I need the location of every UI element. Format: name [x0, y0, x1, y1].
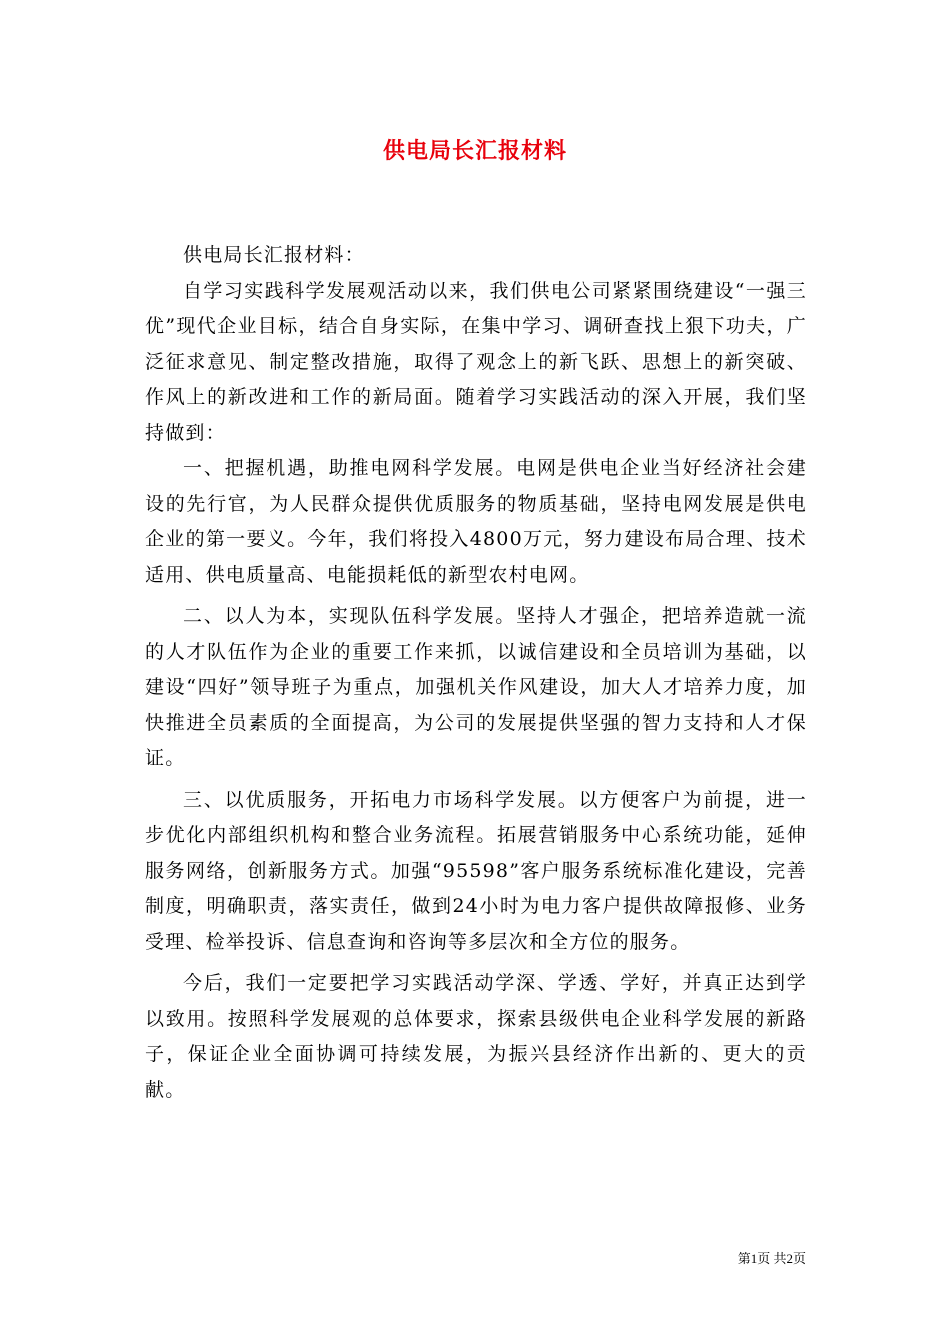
intro-paragraph: 自学习实践科学发展观活动以来，我们供电公司紧紧围绕建设“一强三优”现代企业目标，结合自身实际，在集中学习、调研查找上狠下功夫，广泛征求意见、制定整改措施，取得了观念上的新飞跃、思想上的新突破、作风上的新改进和工作的新局面。随着学习实践活动的深入开展，我们坚持做到： — [145, 279, 807, 444]
section-three-paragraph: 三、以优质服务，开拓电力市场科学发展。以方便客户为前提，进一步优化内部组织机构和整合业务流程。拓展营销服务中心系统功能，延伸服务网络，创新服务方式。加强“95598”客户服务系统标准化建设，完善制度，明确职责，落实责任，做到24小时为电力客户提供故障报修、业务受理、检举投诉、信息查询和咨询等多层次和全方位的服务。 — [145, 788, 807, 953]
section-one-paragraph: 一、把握机遇，助推电网科学发展。电网是供电企业当好经济社会建设的先行官，为人民群众提供优质服务的物质基础，坚持电网发展是供电企业的第一要义。今年，我们将投入4800万元，努力建设布局合理、技术适用、供电质量高、电能损耗低的新型农村电网。 — [145, 457, 807, 586]
section-two-paragraph: 二、以人为本，实现队伍科学发展。坚持人才强企，把培养造就一流的人才队伍作为企业的重要工作来抓，以诚信建设和全员培训为基础，以建设“四好”领导班子为重点，加强机关作风建设，加大人才培养力度，加快推进全员素质的全面提高，为公司的发展提供坚强的智力支持和人才保证。 — [145, 605, 807, 769]
page-number: 第1页 共2页 — [737, 1251, 806, 1266]
conclusion-paragraph: 今后，我们一定要把学习实践活动学深、学透、学好，并真正达到学以致用。按照科学发展观的总体要求，探索县级供电企业科学发展的新路子，保证企业全面协调可持续发展，为振兴县经济作出新的、更大的贡献。 — [145, 972, 807, 1101]
salutation-paragraph: 供电局长汇报材料： — [183, 244, 365, 266]
document-body — [145, 238, 807, 1108]
document-title: 供电局长汇报材料 — [382, 138, 567, 164]
